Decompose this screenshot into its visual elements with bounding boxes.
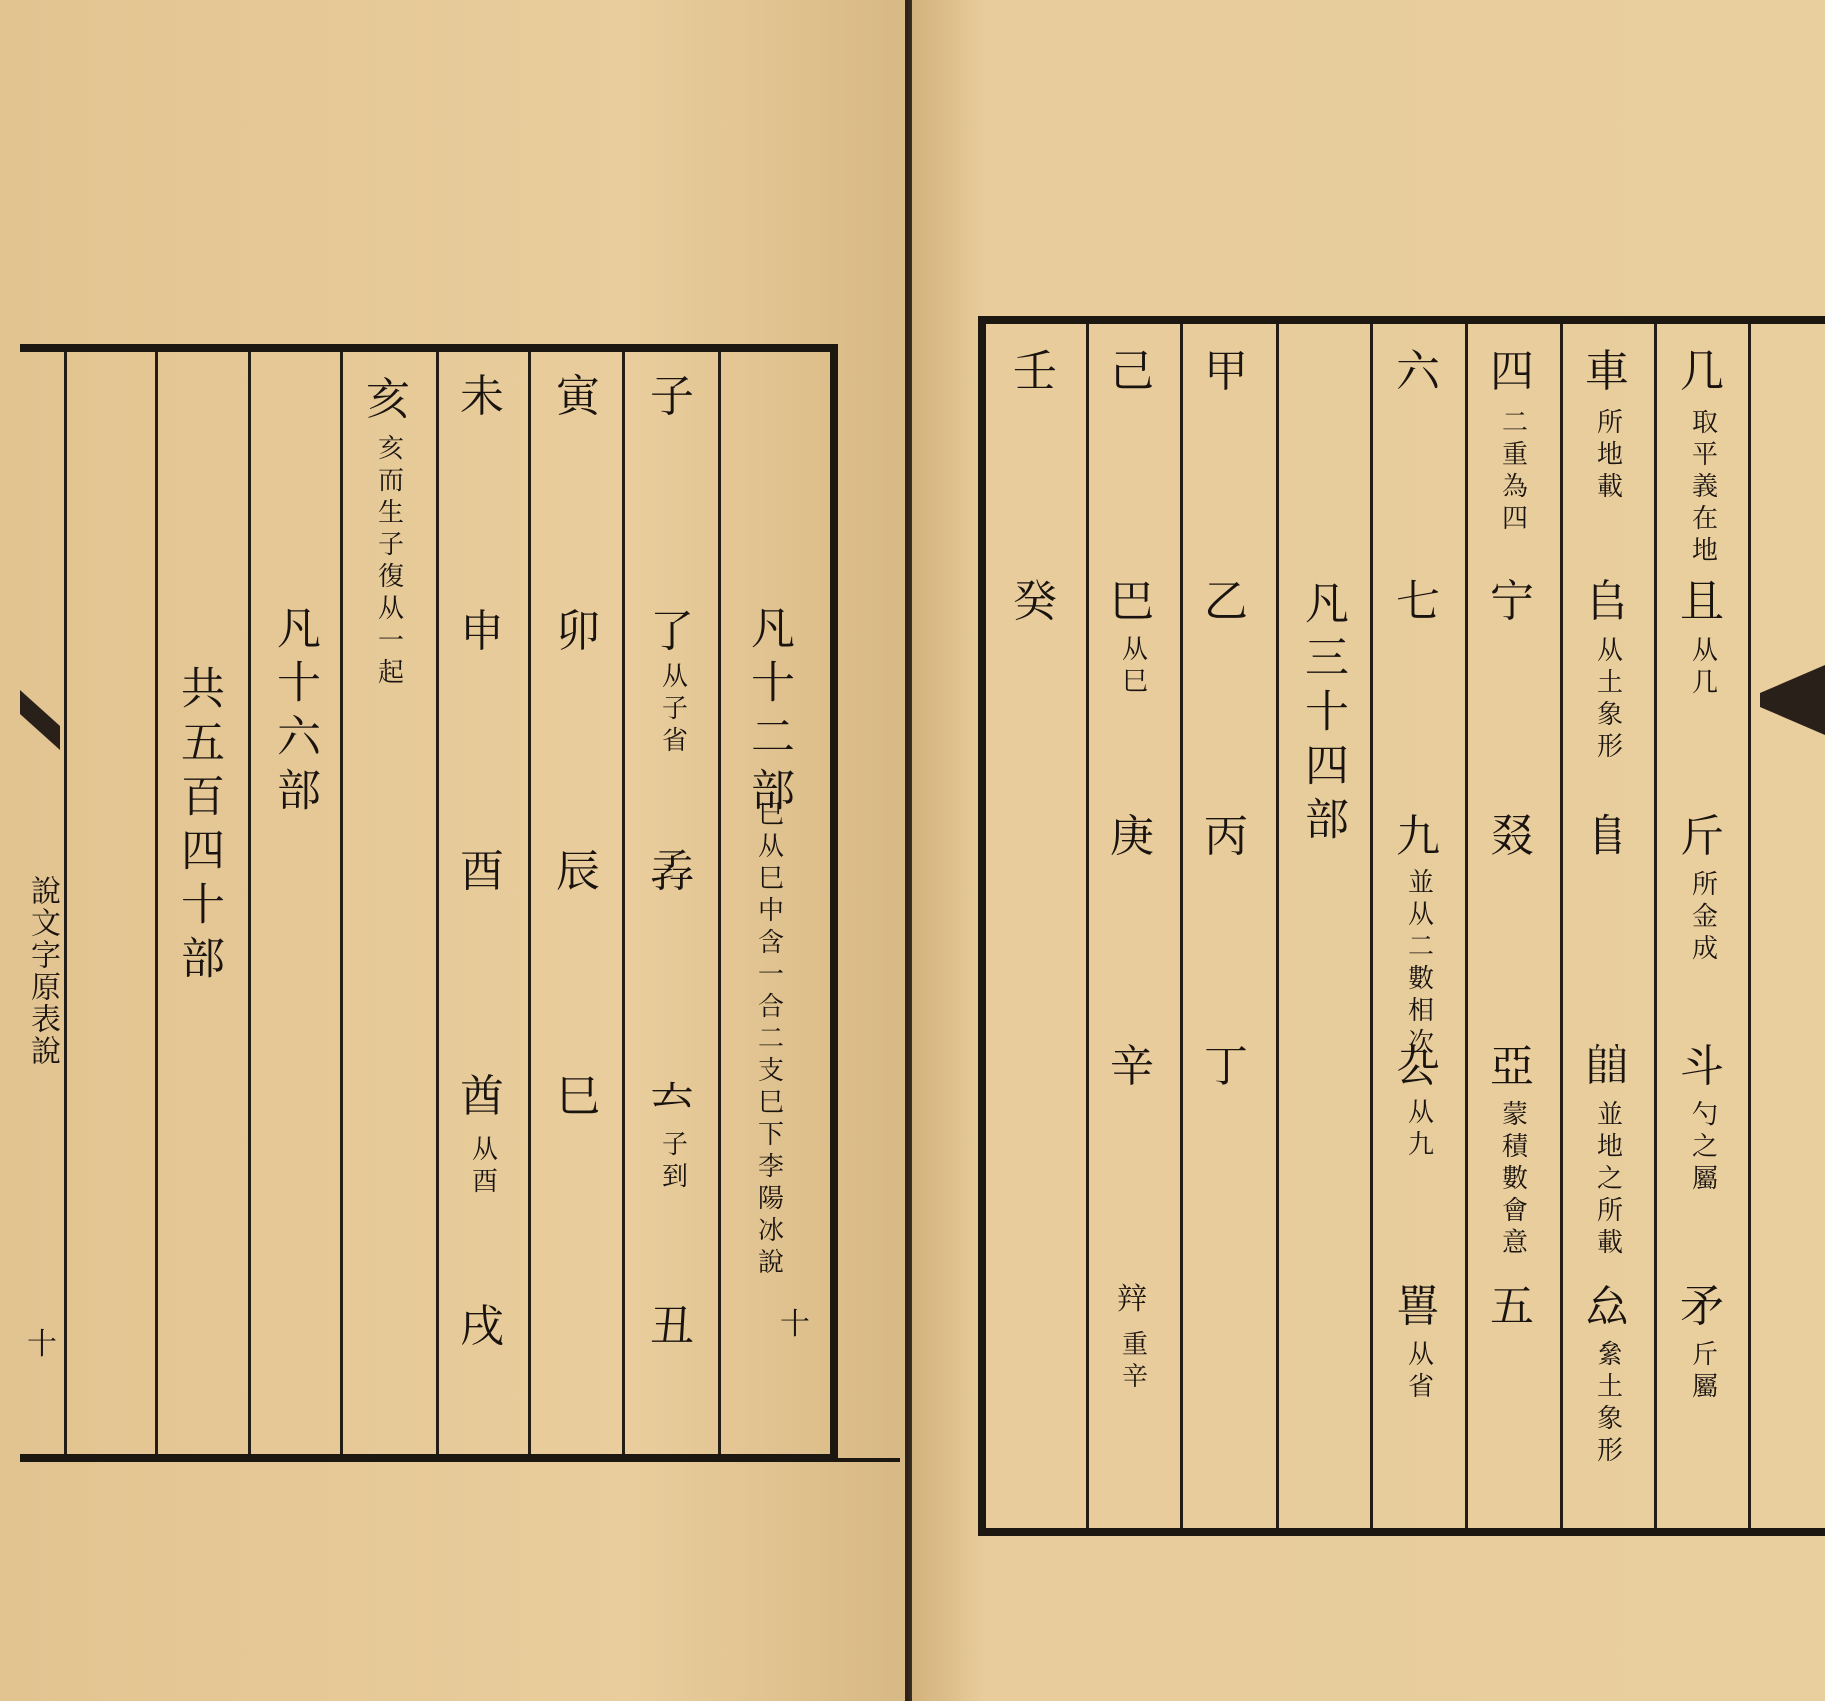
fishtail-mark [1760,665,1825,735]
summary-12: 凡十二部 [743,605,794,821]
char-mao2: 矛 [1680,1281,1724,1332]
char-chou: 丑 [650,1301,694,1352]
col-line [1370,324,1373,1528]
char-qie: 且 [1680,576,1724,627]
char-si4: 四 [1490,346,1534,397]
char-zhuo: 叕 [1490,811,1534,862]
col-line [436,352,439,1454]
char-yi: 乙 [1204,576,1248,627]
note-lei: 絫土象形 [1592,1340,1623,1468]
left-border [978,316,986,1536]
fishtail-mark [20,690,60,750]
outer-bottom-line [20,1458,900,1462]
col-line [340,352,343,1454]
note-dui: 从土象形 [1592,636,1623,764]
note-qie: 从几 [1687,636,1718,700]
note-ya: 蒙積數會意 [1497,1100,1528,1260]
note-si4: 二重為四 [1497,408,1528,536]
char-zi: 子 [650,371,694,422]
total-count: 共五百四十部 [173,665,224,989]
char-qi: 七 [1396,576,1440,627]
col-line [528,352,531,1454]
note-dou: 勺之屬 [1687,1100,1718,1196]
summary-34: 凡三十四部 [1297,580,1348,850]
right-border [830,344,838,1462]
note-liao: 从子省 [657,662,688,758]
char-ji: 己 [1110,346,1154,397]
note-12: 巳从巳中含一合二支巳下李陽冰說 [753,800,784,1280]
note-ba: 从巳 [1117,635,1148,699]
char-ji-table: 几 [1680,346,1724,397]
char-dui: 𠂤 [1585,576,1629,627]
col-line [1748,324,1751,1528]
note-fufu: 並地之所載 [1592,1100,1623,1260]
char-liu: 六 [1396,346,1440,397]
char-jiu: 九 [1396,811,1440,862]
char-che: 車 [1585,346,1629,397]
col-line [248,352,251,1454]
char-dou: 斗 [1680,1041,1724,1092]
note-shou: 从省 [1403,1340,1434,1404]
char-ren: 壬 [1013,346,1057,397]
col-line [1654,324,1657,1528]
char-shen: 申 [460,606,504,657]
col-line [1086,324,1089,1528]
char-ding: 丁 [1204,1041,1248,1092]
note-mao2: 斤屬 [1687,1340,1718,1404]
note-ji-table: 取平義在地 [1687,408,1718,568]
top-border [20,344,838,352]
char-fufu: 𨺅 [1585,1041,1629,1092]
note-tu: 子到 [657,1130,688,1194]
char-yin: 寅 [556,371,600,422]
col-line [64,352,67,1454]
char-chen: 辰 [556,846,600,897]
char-bing: 丙 [1204,811,1248,862]
note-rou: 从九 [1403,1098,1434,1162]
char-mao: 卯 [556,606,600,657]
char-qiu: 酋 [460,1071,504,1122]
char-jia: 甲 [1204,346,1248,397]
char-ya: 亞 [1490,1041,1534,1092]
char-jin: 斤 [1680,811,1724,862]
char-zhuan: 孨 [650,846,694,897]
char-shou: 嘼 [1396,1281,1440,1332]
char-gui: 癸 [1013,576,1057,627]
col-line [1276,324,1279,1528]
note-qiu: 从酉 [467,1135,498,1199]
margin-page-number: 十 [27,1327,57,1362]
note-hai: 亥而生子復从一起 [373,434,404,690]
char-liao: 了 [650,606,694,657]
char-fu: 𨸏 [1585,811,1629,862]
right-page [912,0,1825,1701]
col-line [1180,324,1183,1528]
col-line [155,352,158,1454]
char-xin: 辛 [1110,1041,1154,1092]
top-border [978,316,1825,324]
col-line [1465,324,1468,1528]
char-hai: 亥 [366,374,410,425]
note-bian: 重辛 [1117,1330,1148,1394]
note-jin: 所金成 [1687,870,1718,966]
char-ba: 巴 [1110,576,1154,627]
col-line [1560,324,1563,1528]
char-shi: 十 [780,1307,810,1342]
char-zhu: 宁 [1490,576,1534,627]
char-xu: 戌 [460,1301,504,1352]
char-wu: 五 [1490,1281,1534,1332]
char-lei: 厽 [1585,1281,1629,1332]
char-rou: 厹 [1396,1041,1440,1092]
bottom-border [978,1528,1825,1536]
char-bian: 辡 [1117,1282,1147,1317]
char-si: 巳 [556,1071,600,1122]
char-you: 酉 [460,846,504,897]
note-che: 所地載 [1592,408,1623,504]
summary-16: 凡十六部 [269,605,320,821]
margin-title: 說文字原表說 [25,875,60,1067]
char-wei: 未 [460,371,504,422]
left-page [0,0,905,1701]
char-geng: 庚 [1110,811,1154,862]
char-tu: 𠫓 [650,1071,694,1122]
col-line [622,352,625,1454]
note-jiu: 並从二數相次 [1403,868,1434,1060]
col-line [718,352,721,1454]
